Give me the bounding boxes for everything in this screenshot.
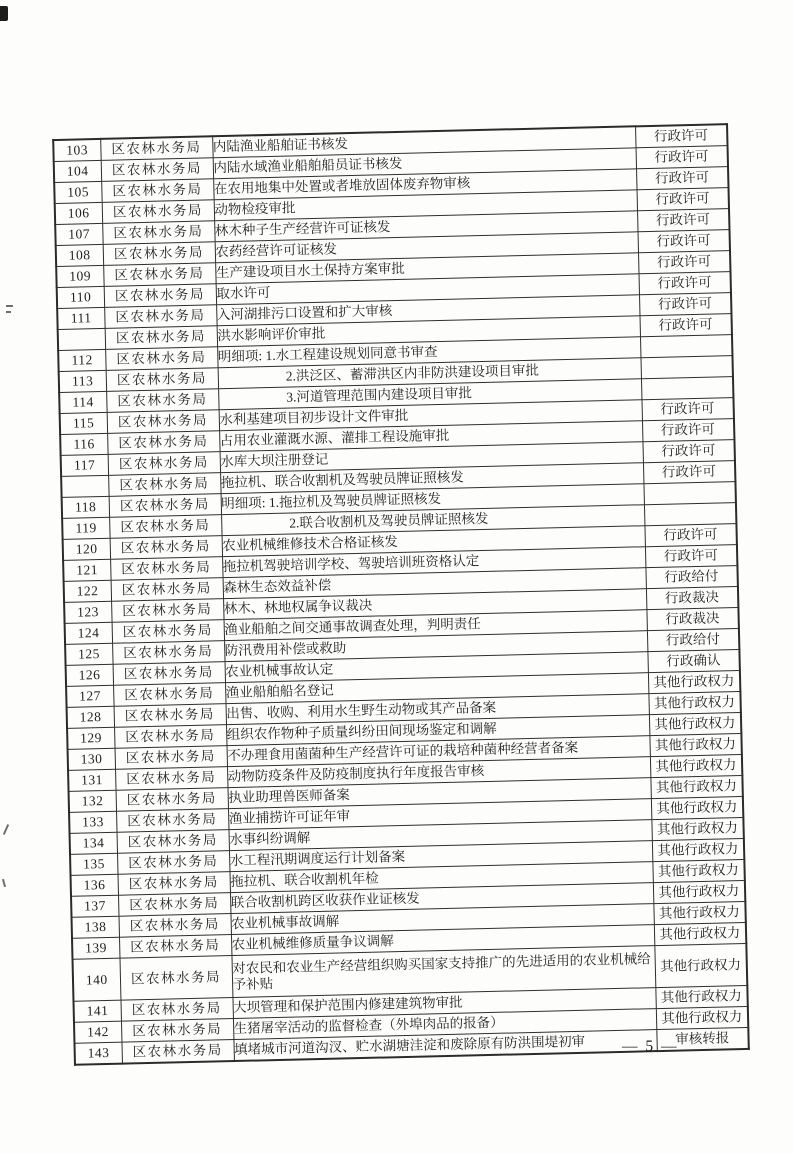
department-cell: 区农林水务局	[117, 830, 229, 854]
item-name-cell: 渔业船舶船名登记	[225, 673, 648, 704]
item-name-cell: 水事纠纷调解	[228, 820, 651, 851]
category-cell: 其他行政权力	[654, 922, 746, 945]
category-cell: 行政许可	[642, 419, 734, 442]
scan-artifact-corner	[0, 6, 8, 21]
department-cell: 区农林水务局	[107, 431, 219, 455]
department-cell: 区农林水务局	[109, 494, 221, 518]
department-cell: 区农林水务局	[101, 179, 213, 203]
department-cell: 区农林水务局	[100, 136, 212, 160]
row-number-cell: 123	[64, 601, 111, 623]
department-cell: 区农林水务局	[102, 221, 214, 245]
department-cell: 区农林水务局	[119, 956, 232, 1001]
item-name-cell: 农业机械维修技术合格证核发	[222, 526, 645, 557]
department-cell: 区农林水务局	[105, 347, 217, 371]
row-number-cell: 122	[64, 580, 111, 602]
category-cell: 其他行政权力	[654, 943, 747, 987]
item-name-cell: 明细项: 1.拖拉机及驾驶员牌证照核发	[221, 484, 644, 515]
category-cell: 行政许可	[636, 146, 728, 169]
row-number-cell: 138	[72, 916, 119, 938]
department-cell: 区农林水务局	[103, 242, 215, 266]
row-number-cell: 111	[57, 307, 104, 329]
item-name-cell: 农业机械事故调解	[230, 904, 653, 935]
scan-artifact-speck	[6, 305, 13, 307]
item-name-cell: 在农用地集中处置或者堆放固体废弃物审核	[213, 169, 636, 200]
item-name-cell: 内陆水域渔业船舶船员证书核发	[213, 148, 636, 179]
item-name-cell: 林木、林地权属争议裁决	[223, 589, 646, 620]
row-number-cell: 142	[74, 1021, 121, 1043]
item-name-cell: 对农民和农业生产经营组织购买国家支持推广的先进适用的农业机械给予补贴	[231, 946, 655, 998]
row-number-cell: 108	[56, 244, 103, 266]
category-cell	[643, 482, 735, 505]
category-cell: 其他行政权力	[649, 733, 741, 756]
item-name-cell: 生产建设项目水土保持方案审批	[215, 253, 638, 284]
department-cell: 区农林水务局	[107, 410, 219, 434]
row-number-cell: 114	[59, 391, 106, 413]
category-cell: 行政许可	[645, 545, 737, 568]
category-cell: 行政裁决	[646, 587, 738, 610]
scan-artifact-speck	[2, 879, 6, 887]
item-name-cell: 渔业捕捞许可证年审	[228, 799, 651, 830]
category-cell: 行政许可	[637, 209, 729, 232]
category-cell	[640, 335, 732, 358]
category-cell: 行政给付	[647, 629, 739, 652]
item-name-cell: 拖拉机、联合收割机及驾驶员牌证照核发	[220, 463, 643, 494]
department-cell: 区农林水务局	[114, 704, 226, 728]
row-number-cell: 107	[55, 223, 102, 245]
category-cell: 行政确认	[647, 650, 739, 673]
item-name-cell: 林木种子生产经营许可证核发	[214, 211, 637, 242]
department-cell: 区农林水务局	[110, 557, 222, 581]
department-cell: 区农林水务局	[119, 914, 231, 938]
row-number-cell	[58, 328, 105, 350]
category-cell: 其他行政权力	[653, 880, 745, 903]
department-cell: 区农林水务局	[101, 158, 213, 182]
category-cell: 行政给付	[645, 566, 737, 589]
item-name-cell: 出售、收购、利用水生野生动物或其产品备案	[226, 694, 649, 725]
department-cell: 区农林水务局	[112, 641, 224, 665]
row-number-cell: 137	[71, 895, 118, 917]
department-cell: 区农林水务局	[109, 515, 221, 539]
department-cell: 区农林水务局	[117, 851, 229, 875]
approval-items-table	[52, 123, 748, 1066]
category-cell: 其他行政权力	[650, 754, 742, 777]
item-name-cell: 洪水影响评价审批	[217, 316, 640, 347]
item-name-cell: 农业机械事故认定	[225, 652, 648, 683]
department-cell: 区农林水务局	[116, 788, 228, 812]
category-cell	[641, 377, 733, 400]
department-cell: 区农林水务局	[118, 893, 230, 917]
category-cell: 其他行政权力	[648, 671, 740, 694]
department-cell: 区农林水务局	[108, 473, 220, 497]
category-cell: 其他行政权力	[656, 1006, 748, 1029]
department-cell: 区农林水务局	[112, 620, 224, 644]
department-cell: 区农林水务局	[121, 1019, 233, 1043]
category-cell: 行政许可	[642, 440, 734, 463]
category-cell: 行政许可	[639, 314, 731, 337]
category-cell: 行政裁决	[646, 608, 738, 631]
category-cell: 行政许可	[635, 124, 727, 148]
category-cell: 其他行政权力	[650, 775, 742, 798]
row-number-cell	[61, 475, 108, 497]
department-cell: 区农林水务局	[120, 998, 232, 1022]
row-number-cell: 128	[67, 706, 114, 728]
department-cell: 区农林水务局	[106, 368, 218, 392]
row-number-cell: 121	[63, 559, 110, 581]
category-cell: 行政许可	[643, 461, 735, 484]
item-name-cell: 水库大坝注册登记	[220, 442, 643, 473]
row-number-cell: 117	[61, 454, 108, 476]
department-cell: 区农林水务局	[113, 683, 225, 707]
department-cell: 区农林水务局	[115, 767, 227, 791]
item-name-cell: 2.洪泛区、蓄滞洪区内非防洪建设项目审批	[218, 358, 641, 389]
department-cell: 区农林水务局	[104, 284, 216, 308]
item-name-cell: 内陆渔业船舶证书核发	[212, 126, 635, 157]
category-cell: 行政许可	[636, 167, 728, 190]
department-cell: 区农林水务局	[121, 1040, 233, 1064]
item-name-cell: 生猪屠宰活动的监督检查（外埠肉品的报备）	[233, 1009, 656, 1040]
item-name-cell: 拖拉机、联合收割机年检	[229, 862, 652, 893]
row-number-cell: 103	[53, 139, 100, 162]
scan-artifact-speck	[6, 311, 11, 313]
department-cell: 区农林水务局	[114, 725, 226, 749]
category-cell: 其他行政权力	[652, 838, 744, 861]
department-cell: 区农林水务局	[108, 452, 220, 476]
row-number-cell: 132	[69, 790, 116, 812]
row-number-cell: 136	[71, 874, 118, 896]
row-number-cell: 120	[63, 538, 110, 560]
category-cell: 行政许可	[639, 293, 731, 316]
row-number-cell: 104	[54, 160, 101, 182]
row-number-cell: 115	[60, 412, 107, 434]
department-cell: 区农林水务局	[104, 305, 216, 329]
row-number-cell: 140	[73, 958, 121, 1001]
department-cell: 区农林水务局	[103, 263, 215, 287]
item-name-cell: 不办理食用菌菌种生产经营许可证的栽培种菌种经营者备案	[227, 736, 650, 767]
category-cell: 行政许可	[644, 524, 736, 547]
category-cell	[640, 356, 732, 379]
row-number-cell: 131	[68, 769, 115, 791]
department-cell: 区农林水务局	[110, 536, 222, 560]
approval-items-table-body	[53, 124, 749, 1065]
category-cell: 行政许可	[641, 398, 733, 421]
item-name-cell: 森林生态效益补偿	[223, 568, 646, 599]
category-cell: 其他行政权力	[651, 796, 743, 819]
department-cell: 区农林水务局	[119, 935, 231, 959]
row-number-cell: 139	[72, 937, 119, 959]
department-cell: 区农林水务局	[115, 746, 227, 770]
category-cell: 其他行政权力	[652, 859, 744, 882]
row-number-cell: 133	[69, 811, 116, 833]
item-name-cell: 2.联合收割机及驾驶员牌证照核发	[221, 505, 644, 536]
row-number-cell: 141	[73, 1000, 120, 1022]
item-name-cell: 联合收割机跨区收获作业证核发	[230, 883, 653, 914]
row-number-cell: 130	[68, 748, 115, 770]
item-name-cell: 入河湖排污口设置和扩大审核	[216, 295, 639, 326]
row-number-cell: 105	[54, 181, 101, 203]
item-name-cell: 占用农业灌溉水源、灌排工程设施审批	[219, 421, 642, 452]
row-number-cell: 126	[66, 664, 113, 686]
department-cell: 区农林水务局	[106, 389, 218, 413]
item-name-cell: 农药经营许可证核发	[215, 232, 638, 263]
scan-artifact-speck	[3, 824, 9, 835]
item-name-cell: 动物防疫条件及防疫制度执行年度报告审核	[227, 757, 650, 788]
department-cell: 区农林水务局	[105, 326, 217, 350]
item-name-cell: 渔业船舶之间交通事故调查处理，判明责任	[224, 610, 647, 641]
item-name-cell: 执业助理兽医师备案	[228, 778, 651, 809]
row-number-cell: 112	[58, 349, 105, 371]
category-cell: 审核转报	[656, 1027, 748, 1051]
department-cell: 区农林水务局	[111, 578, 223, 602]
category-cell: 行政许可	[637, 188, 729, 211]
row-number-cell: 118	[62, 496, 109, 518]
row-number-cell: 119	[62, 517, 109, 539]
row-number-cell: 129	[67, 727, 114, 749]
item-name-cell: 大坝管理和保护范围内修建建筑物审批	[232, 988, 655, 1019]
item-name-cell: 动物检疫审批	[214, 190, 637, 221]
page-number: — 5 —	[622, 1038, 679, 1055]
row-number-cell: 106	[55, 202, 102, 224]
item-name-cell: 填堵城市河道沟汊、贮水湖塘洼淀和废除原有防洪围堤初审	[233, 1030, 656, 1061]
category-cell: 其他行政权力	[655, 985, 747, 1008]
category-cell: 其他行政权力	[648, 692, 740, 715]
category-cell: 行政许可	[638, 251, 730, 274]
category-cell: 行政许可	[639, 272, 731, 295]
item-name-cell: 明细项: 1.水工程建设规划同意书审查	[217, 337, 640, 368]
department-cell: 区农林水务局	[118, 872, 230, 896]
row-number-cell: 113	[59, 370, 106, 392]
row-number-cell: 124	[65, 622, 112, 644]
row-number-cell: 125	[65, 643, 112, 665]
item-name-cell: 农业机械维修质量争议调解	[231, 925, 654, 956]
item-name-cell: 防汛费用补偿或救助	[224, 631, 647, 662]
row-number-cell: 134	[70, 832, 117, 854]
department-cell: 区农林水务局	[116, 809, 228, 833]
item-name-cell: 水工程汛期调度运行计划备案	[229, 841, 652, 872]
category-cell	[644, 503, 736, 526]
category-cell: 行政许可	[638, 230, 730, 253]
category-cell: 其他行政权力	[653, 901, 745, 924]
row-number-cell: 110	[57, 286, 104, 308]
row-number-cell: 135	[70, 853, 117, 875]
item-name-cell: 组织农作物种子质量纠纷田间现场鉴定和调解	[226, 715, 649, 746]
row-number-cell: 116	[60, 433, 107, 455]
row-number-cell: 109	[56, 265, 103, 287]
department-cell: 区农林水务局	[111, 599, 223, 623]
item-name-cell: 3.河道管理范围内建设项目审批	[218, 379, 641, 410]
category-cell: 其他行政权力	[649, 713, 741, 736]
department-cell: 区农林水务局	[113, 662, 225, 686]
category-cell: 其他行政权力	[651, 817, 743, 840]
department-cell: 区农林水务局	[102, 200, 214, 224]
item-name-cell: 取水许可	[216, 274, 639, 305]
row-number-cell: 127	[66, 685, 113, 707]
item-name-cell: 水利基建项目初步设计文件审批	[219, 400, 642, 431]
row-number-cell: 143	[74, 1042, 121, 1065]
item-name-cell: 拖拉机驾驶培训学校、驾驶培训班资格认定	[222, 547, 645, 578]
